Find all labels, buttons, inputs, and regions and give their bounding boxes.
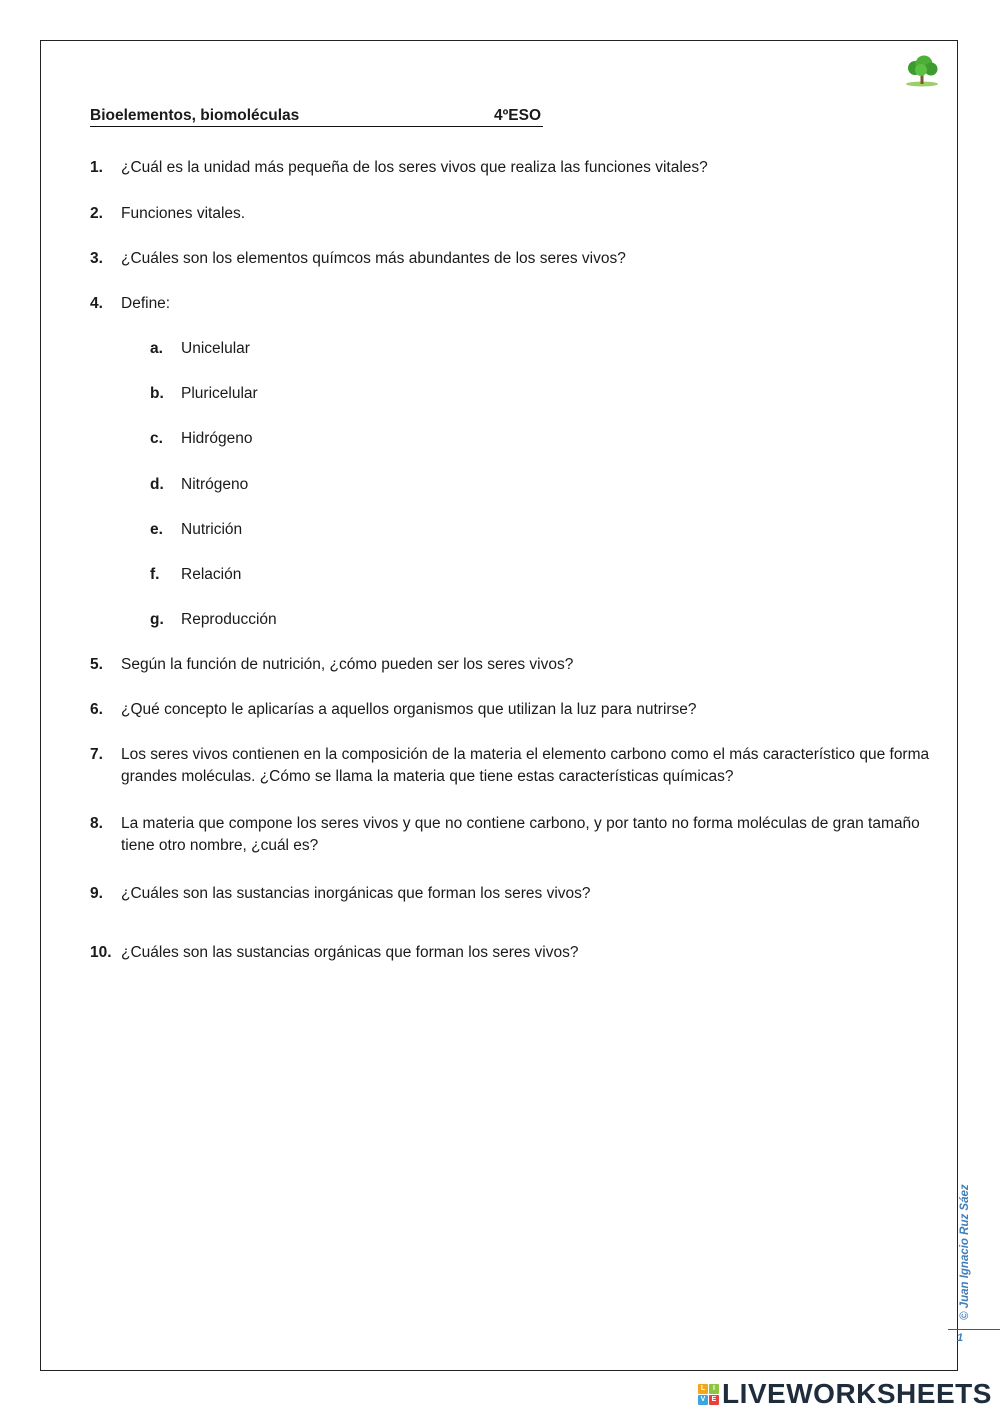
define-item-a (150, 338, 250, 360)
define-item-e (150, 519, 242, 541)
item-letter: c. (150, 430, 163, 447)
question-number: 3. (90, 250, 103, 267)
question-text: ¿Cuáles son las sustancias orgánicas que forman los seres vivos? (121, 944, 579, 961)
question-2 (90, 203, 940, 225)
question-number: 6. (90, 701, 103, 718)
liveworksheets-logo (698, 1378, 992, 1410)
question-text: Los seres vivos contienen en la composición de la materia el elemento carbono como el más característico que forma grandes moléculas. ¿Cómo se llama la materia que tiene estas características químicas? (121, 746, 930, 785)
item-letter: b. (150, 385, 164, 402)
question-text: ¿Cuáles son las sustancias inorgánicas que forman los seres vivos? (121, 885, 591, 902)
item-text: Nitrógeno (181, 476, 249, 493)
logo-block: V (698, 1395, 708, 1405)
question-7 (90, 744, 940, 788)
question-8 (90, 813, 940, 857)
question-number: 5. (90, 656, 103, 673)
define-item-c (150, 428, 253, 450)
logo-block: L (698, 1384, 708, 1394)
question-6 (90, 699, 940, 721)
author-credit (959, 1170, 977, 1320)
logo-block: E (709, 1395, 719, 1405)
item-letter: e. (150, 521, 163, 538)
page-number: 1 (957, 1332, 964, 1344)
define-item-g (150, 609, 277, 631)
logo-blocks-icon (698, 1384, 719, 1405)
question-text: Define: (121, 295, 171, 312)
item-letter: a. (150, 340, 163, 357)
question-text: ¿Qué concepto le aplicarías a aquellos organismos que utilizan la luz para nutrirse? (121, 701, 697, 718)
title-text: Bioelementos, biomoléculas (90, 107, 300, 124)
item-text: Reproducción (181, 611, 277, 628)
question-5 (90, 654, 940, 676)
item-text: Hidrógeno (181, 430, 253, 447)
question-number: 2. (90, 205, 103, 222)
item-text: Relación (181, 566, 242, 583)
question-number: 1. (90, 159, 103, 176)
question-text: ¿Cuáles son los elementos químcos más abundantes de los seres vivos? (121, 250, 626, 267)
worksheet-title (90, 107, 543, 127)
question-number: 8. (90, 815, 103, 832)
brand-name: LIVEWORKSHEETS (722, 1378, 992, 1409)
define-item-d (150, 474, 248, 496)
item-text: Unicelular (181, 340, 250, 357)
grade-label: 4ºESO (494, 107, 542, 124)
question-text: Funciones vitales. (121, 205, 246, 222)
item-letter: f. (150, 566, 160, 583)
question-number: 9. (90, 885, 103, 902)
question-text: Según la función de nutrición, ¿cómo pueden ser los seres vivos? (121, 656, 574, 673)
item-letter: d. (150, 476, 164, 493)
question-1 (90, 157, 940, 179)
question-text: ¿Cuál es la unidad más pequeña de los seres vivos que realiza las funciones vitales? (121, 159, 708, 176)
question-4 (90, 293, 940, 315)
logo-block: I (709, 1384, 719, 1394)
question-3 (90, 248, 940, 270)
question-9 (90, 883, 940, 905)
item-letter: g. (150, 611, 164, 628)
item-text: Nutrición (181, 521, 243, 538)
question-text: La materia que compone los seres vivos y que no contiene carbono, y por tanto no forma moléculas de gran tamaño tiene otro nombre, ¿cuál es? (121, 815, 920, 854)
footer-divider (948, 1329, 1000, 1330)
question-number: 10. (90, 944, 112, 961)
tree-icon (902, 54, 942, 88)
author-credit-text: © Juan Ignacio Ruz Sáez (959, 1184, 971, 1320)
item-text: Pluricelular (181, 385, 258, 402)
question-number: 4. (90, 295, 103, 312)
define-item-f (150, 564, 241, 586)
question-number: 7. (90, 746, 103, 763)
define-item-b (150, 383, 258, 405)
question-10 (90, 942, 940, 964)
